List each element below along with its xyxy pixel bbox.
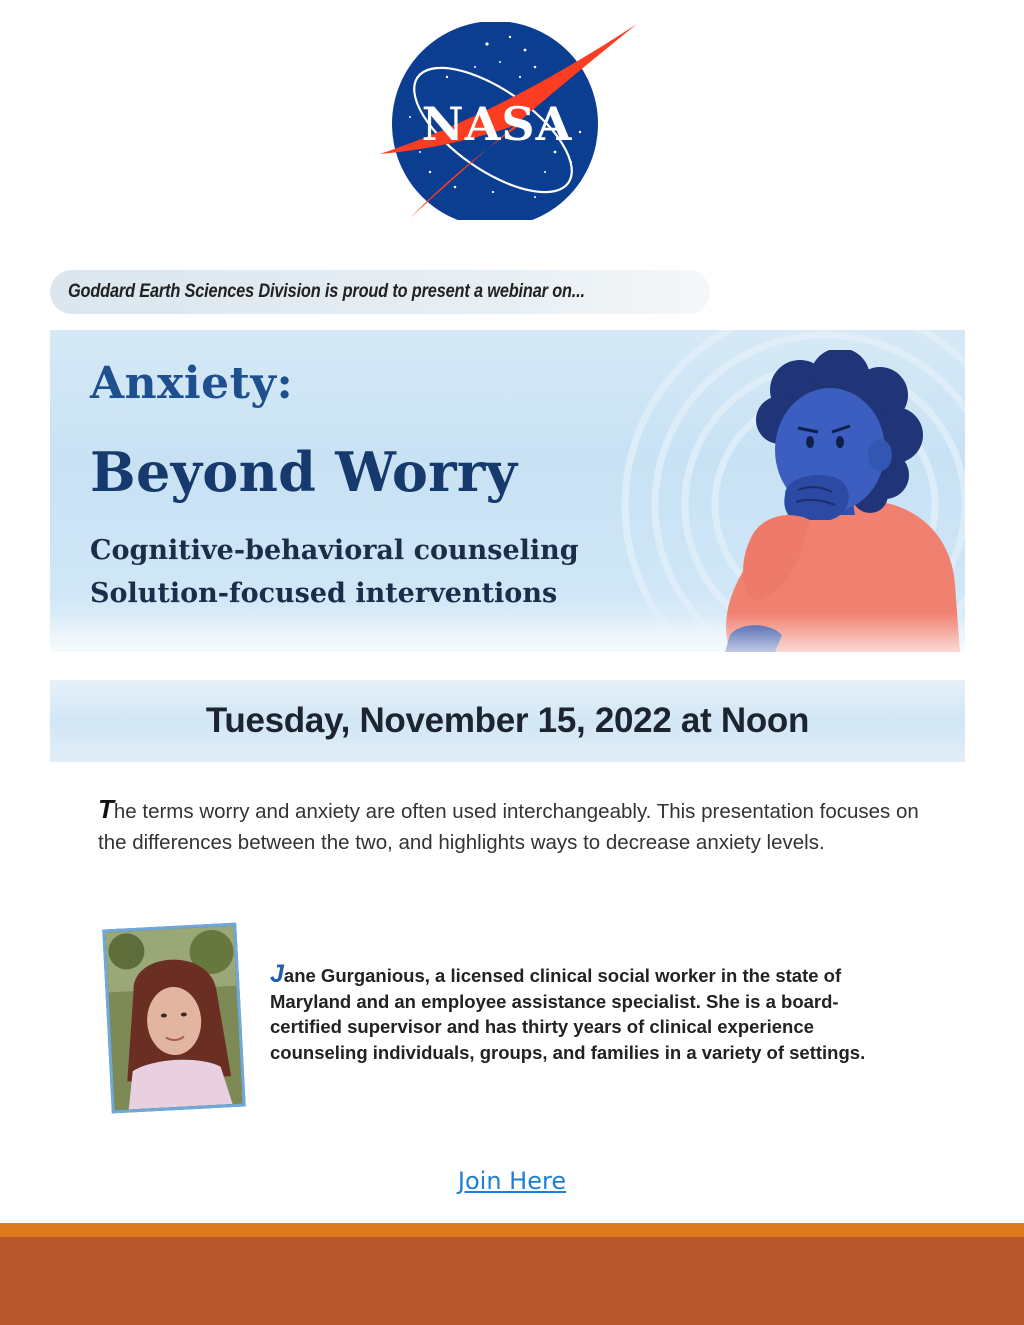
event-date-bar <box>50 680 965 762</box>
intro-text: Goddard Earth Sciences Division is proud to present a webinar on... <box>68 281 585 302</box>
speaker-photo <box>102 923 245 1114</box>
webinar-banner <box>50 330 965 652</box>
webinar-description <box>98 794 928 858</box>
event-date: Tuesday, November 15, 2022 at Noon <box>205 701 810 740</box>
footer-orange-stripe <box>0 1223 1024 1237</box>
intro-banner <box>50 270 710 314</box>
join-link-container <box>0 1167 1024 1195</box>
join-here-link[interactable]: Join Here <box>457 1167 567 1195</box>
webinar-subtitle-line2: Solution-focused interventions <box>90 578 558 609</box>
nasa-logo-text: NASA <box>421 97 573 151</box>
bio-initial: J <box>270 960 284 988</box>
bio-text: ane Gurganious, a licensed clinical social worker in the state of Maryland and an employee assistance specialist. She is a board-certified supervisor and has thirty years of clinical experience counseling individuals, groups, and families in a variety of settings. <box>270 965 866 1063</box>
worried-person-illustration <box>690 350 965 652</box>
webinar-title-line1: Anxiety: <box>90 358 294 409</box>
speaker-bio <box>270 962 910 1065</box>
footer-band <box>0 1237 1024 1325</box>
webinar-subtitle-line1: Cognitive-behavioral counseling <box>90 535 579 566</box>
description-initial: T <box>98 794 114 824</box>
nasa-logo <box>375 22 640 220</box>
description-text: he terms worry and anxiety are often used interchangeably. This presentation focuses on the differences between the two, and highlights ways to decrease anxiety levels. <box>98 800 919 854</box>
webinar-title-line2: Beyond Worry <box>90 440 518 504</box>
